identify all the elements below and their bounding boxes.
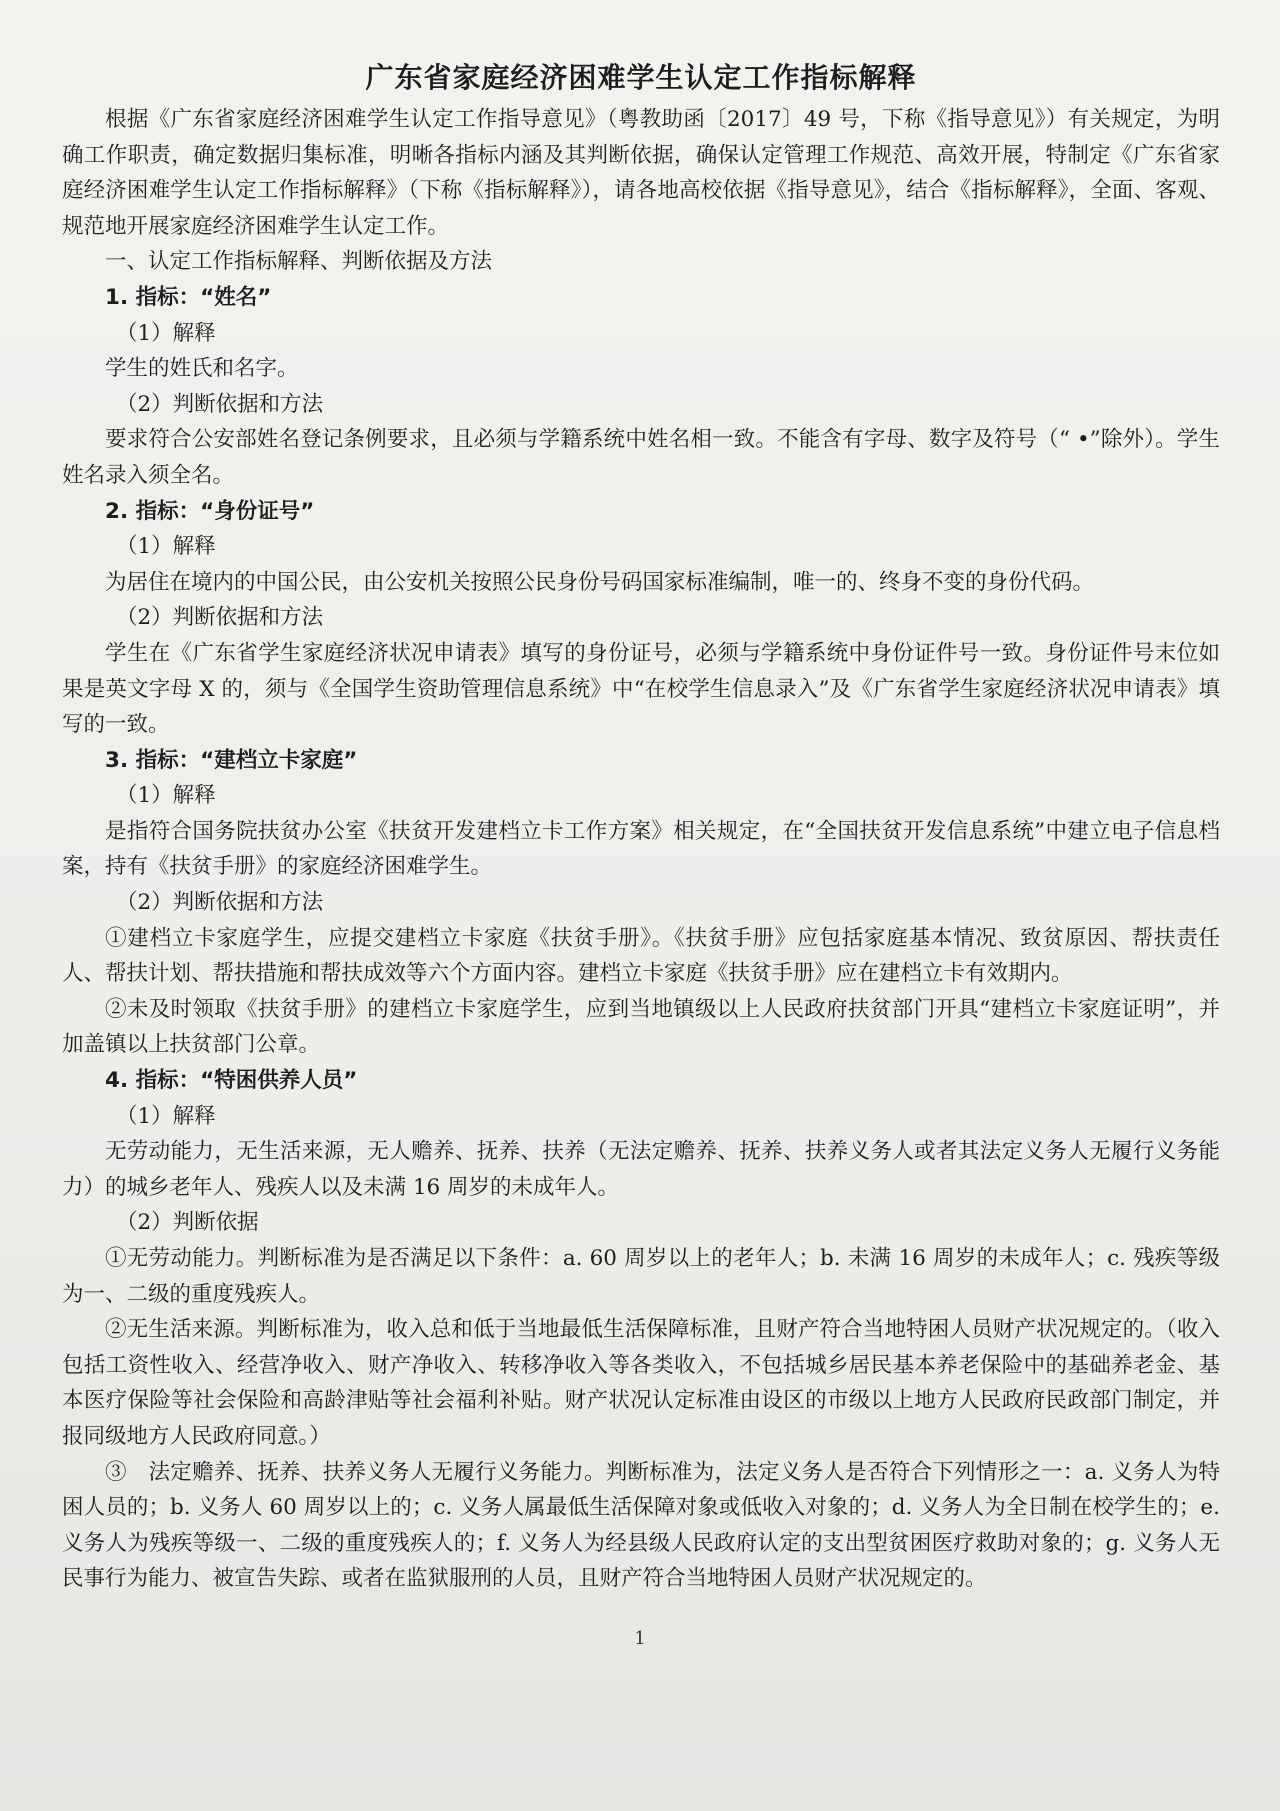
paragraph: 一、认定工作指标解释、判断依据及方法 <box>105 249 493 275</box>
subsection-label: （2）判断依据和方法 <box>116 605 324 631</box>
subsection-label: （1）解释 <box>116 1103 216 1129</box>
paragraph: 学生的姓氏和名字。 <box>105 356 299 382</box>
paragraph: ①无劳动能力。判断标准为是否满足以下条件：a. 60 周岁以上的老年人；b. 未满 16 周岁的未成年人；c. 残疾等级为一、二级的重度残疾人。 <box>62 1246 1220 1307</box>
section-heading: 2. 指标：“身份证号” <box>105 498 315 524</box>
subsection-label: （1）解释 <box>116 320 216 346</box>
paragraph: 学生在《广东省学生家庭经济状况申请表》填写的身份证号，必须与学籍系统中身份证件号一致。身份证件号末位如果是英文字母 X 的，须与《全国学生资助管理信息系统》中“在校学生信息录入”及《广东省学生家庭经济状况申请表》填写的一致。 <box>62 640 1220 738</box>
section-heading: 3. 指标：“建档立卡家庭” <box>105 747 358 773</box>
paragraph: ①建档立卡家庭学生，应提交建档立卡家庭《扶贫手册》。《扶贫手册》应包括家庭基本情况、致贫原因、帮扶责任人、帮扶计划、帮扶措施和帮扶成效等六个方面内容。建档立卡家庭《扶贫手册》应在建档立卡有效期内。 <box>62 925 1220 987</box>
document-title: 广东省家庭经济困难学生认定工作指标解释 <box>365 61 917 94</box>
paragraph: ③ 法定赡养、抚养、扶养义务人无履行义务能力。判断标准为，法定义务人是否符合下列情形之一：a. 义务人为特困人员的；b. 义务人 60 周岁以上的；c. 义务人属最低生活保障对象或低收入对象的；d. 义务人为全日制在校学生的；e. 义务人为残疾等级一、二级的重度残疾人的；f. 义务人为经县级人民政府认定的支出型贫困医疗救助对象的；g. 义务人无民事行为能力、被宣告失踪、或者在监狱服刑的人员，且财产符合当地特困人员财产状况规定的。 <box>62 1459 1220 1592</box>
page-number: 1 <box>634 1628 646 1649</box>
subsection-label: （1）解释 <box>116 783 216 809</box>
subsection-label: （2）判断依据 <box>116 1210 259 1236</box>
document-body <box>62 102 1220 1597</box>
paragraph: 无劳动能力，无生活来源，无人赡养、抚养、扶养（无法定赡养、抚养、扶养义务人或者其法定义务人无履行义务能力）的城乡老年人、残疾人以及未满 16 周岁的未成年人。 <box>62 1139 1220 1200</box>
section-heading: 1. 指标：“姓名” <box>105 284 272 310</box>
paragraph: 根据《广东省家庭经济困难学生认定工作指导意见》（粤教助函〔2017〕49 号，下称《指导意见》）有关规定，为明确工作职责，确定数据归集标准，明晰各指标内涵及其判断依据，确保认定管理工作规范、高效开展，特制定《广东省家庭经济困难学生认定工作指标解释》（下称《指标解释》），请各地高校依据《指导意见》，结合《指标解释》，全面、客观、规范地开展家庭经济困难学生认定工作。 <box>62 107 1220 239</box>
paragraph: 是指符合国务院扶贫办公室《扶贫开发建档立卡工作方案》相关规定，在“全国扶贫开发信息系统”中建立电子信息档案，持有《扶贫手册》的家庭经济困难学生。 <box>62 818 1220 880</box>
subsection-label: （2）判断依据和方法 <box>116 890 324 916</box>
paragraph: 要求符合公安部姓名登记条例要求，且必须与学籍系统中姓名相一致。不能含有字母、数字及符号（“ •”除外）。学生姓名录入须全名。 <box>62 427 1220 488</box>
paragraph: ②未及时领取《扶贫手册》的建档立卡家庭学生，应到当地镇级以上人民政府扶贫部门开具“建档立卡家庭证明”，并加盖镇以上扶贫部门公章。 <box>62 996 1220 1058</box>
section-heading: 4. 指标：“特困供养人员” <box>105 1068 358 1094</box>
subsection-label: （1）解释 <box>116 534 216 560</box>
paragraph: ②无生活来源。判断标准为，收入总和低于当地最低生活保障标准，且财产符合当地特困人员财产状况规定的。（收入包括工资性收入、经营净收入、财产净收入、转移净收入等各类收入，不包括城乡居民基本养老保险中的基础养老金、基本医疗保险等社会保险和高龄津贴等社会福利补贴。财产状况认定标准由设区的市级以上地方人民政府民政部门制定，并报同级地方人民政府同意。） <box>62 1317 1220 1449</box>
paragraph: 为居住在境内的中国公民，由公安机关按照公民身份号码国家标准编制，唯一的、终身不变的身份代码。 <box>105 569 1095 595</box>
subsection-label: （2）判断依据和方法 <box>116 391 324 417</box>
